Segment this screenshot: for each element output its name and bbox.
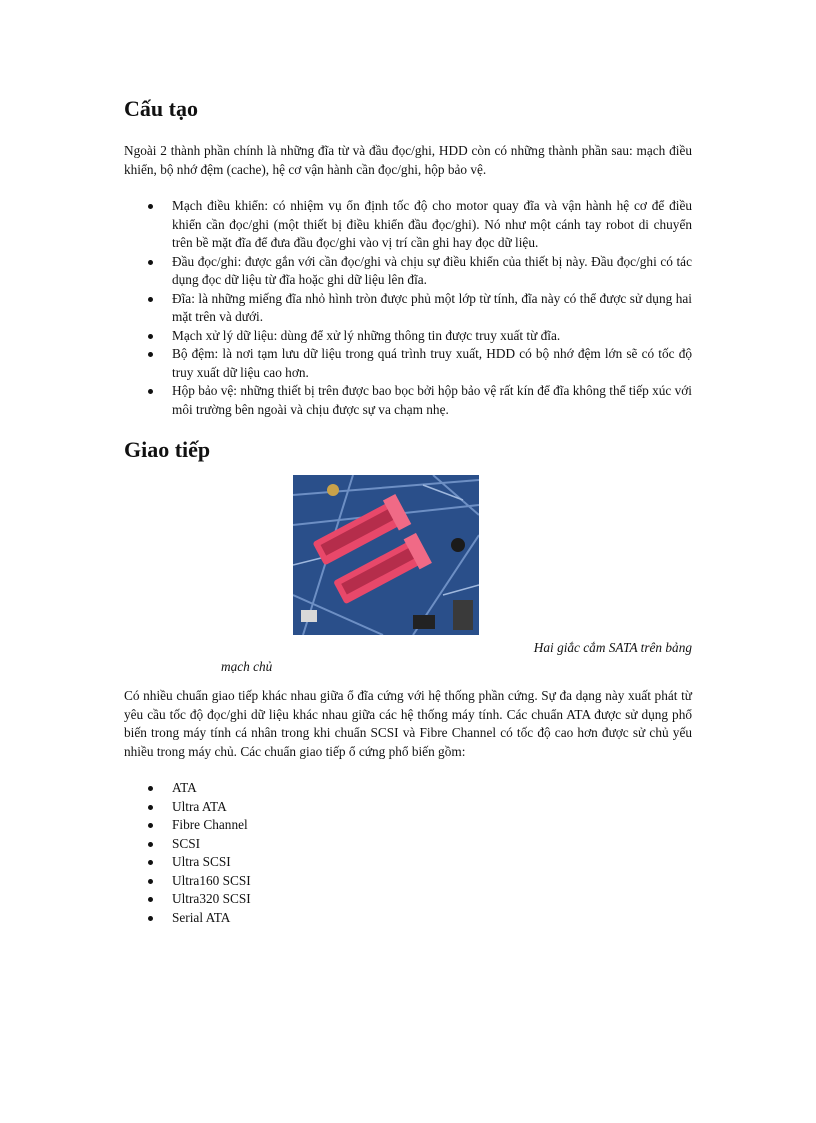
- list-item: Fibre Channel: [124, 816, 692, 835]
- list-item: Đầu đọc/ghi: được gắn với cần đọc/ghi và chịu sự điều khiển của thiết bị này. Đầu đọc/ghi có tác dụng đọc dữ liệu từ đĩa hoặc ghi dữ liệu lên đĩa.: [124, 253, 692, 290]
- figure: [124, 475, 692, 674]
- list-item: Ultra ATA: [124, 798, 692, 817]
- intro-paragraph: Ngoài 2 thành phần chính là những đĩa từ và đầu đọc/ghi, HDD còn có những thành phần sau: mạch điều khiển, bộ nhớ đệm (cache), hệ cơ vận hành cần đọc/ghi, hộp bảo vệ.: [124, 143, 692, 177]
- interfaces-paragraph: Có nhiều chuẩn giao tiếp khác nhau giữa ổ đĩa cứng với hệ thống phần cứng. Sự đa dạng này xuất phát từ yêu cầu tốc độ đọc/ghi dữ liệu khác nhau giữa các hệ thống máy tính. Các chuẩn ATA được sử dụng phổ biến trong máy tính cá nhân trong khi chuẩn SCSI và Fibre Channel có tốc độ cao hơn được sử chủ yếu nhiều trong máy chủ. Các chuẩn giao tiếp ổ cứng phổ biến gồm:: [124, 688, 692, 759]
- section-heading-giao-tiep: Giao tiếp: [124, 437, 211, 462]
- list-item: Serial ATA: [124, 909, 692, 928]
- interface-standards-list: [124, 779, 692, 927]
- list-item: Mạch xử lý dữ liệu: dùng để xử lý những thông tin được truy xuất từ đĩa.: [124, 327, 692, 346]
- list-item: Bộ đệm: là nơi tạm lưu dữ liệu trong quá trình truy xuất, HDD có bộ nhớ đệm lớn sẽ có tốc độ truy xuất dữ liệu cao hơn.: [124, 345, 692, 382]
- section-heading-cau-tao: Cấu tạo: [124, 96, 198, 121]
- list-item: Ultra SCSI: [124, 853, 692, 872]
- component-list: [124, 197, 692, 419]
- list-item: Ultra320 SCSI: [124, 890, 692, 909]
- list-item: Hộp bảo vệ: những thiết bị trên được bao bọc bởi hộp bảo vệ rất kín để đĩa không thể tiếp xúc với môi trường bên ngoài và chịu được sự va chạm nhẹ.: [124, 382, 692, 419]
- list-item: Ultra160 SCSI: [124, 872, 692, 891]
- sata-connectors-photo: [293, 475, 479, 635]
- list-item: ATA: [124, 779, 692, 798]
- list-item: SCSI: [124, 835, 692, 854]
- list-item: Đĩa: là những miếng đĩa nhỏ hình tròn được phủ một lớp từ tính, đĩa này có thể được sử dụng hai mặt trên và dưới.: [124, 290, 692, 327]
- figure-caption-continued: mạch chủ: [221, 659, 273, 674]
- document-page: [124, 96, 692, 927]
- figure-caption: Hai giắc cắm SATA trên bảng: [533, 640, 692, 655]
- list-item: Mạch điều khiển: có nhiệm vụ ổn định tốc độ cho motor quay đĩa và vận hành hệ cơ để điều khiển cần đọc/ghi (một thiết bị điều khiển đầu đọc/ghi). Nó như một cánh tay robot di chuyển trên bề mặt đĩa để đưa đầu đọc/ghi vào vị trí cần ghi hay đọc dữ liệu.: [124, 197, 692, 253]
